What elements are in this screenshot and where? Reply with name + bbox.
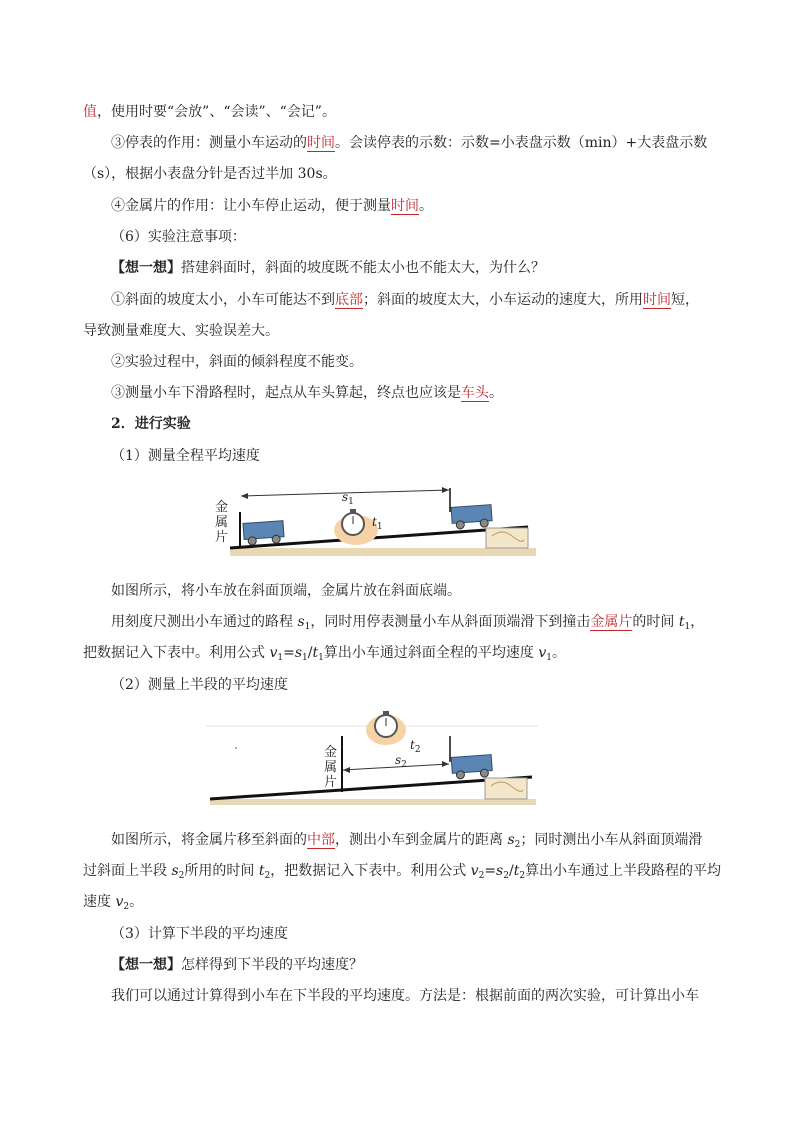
paragraph-line xyxy=(83,643,566,663)
answer-blank: 时间 xyxy=(643,292,671,308)
subscript: 1 xyxy=(376,522,383,532)
figure2-label: 金属片 xyxy=(324,745,338,790)
answer-blank: 底部 xyxy=(335,292,363,308)
answer-blank: 车头 xyxy=(461,385,489,401)
text-span: 。 xyxy=(551,645,566,661)
text-span: 。 xyxy=(489,385,503,401)
cart-top xyxy=(451,755,492,780)
paragraph-line xyxy=(83,861,721,881)
text-span: 用刻度尺测出小车通过的路程 xyxy=(111,614,298,630)
paragraph-line xyxy=(111,830,702,850)
text-span: = xyxy=(484,863,497,879)
symbol: t xyxy=(678,614,685,630)
symbol: v xyxy=(470,863,479,879)
dot-mark xyxy=(235,747,237,749)
text-span: 怎样得到下半段的平均速度？ xyxy=(181,957,363,973)
cart-top xyxy=(451,505,492,530)
symbol: s xyxy=(171,863,179,879)
subscript: 1 xyxy=(302,653,308,663)
support-block xyxy=(486,528,528,548)
text-span: ，把数据记入下表中。利用公式 xyxy=(270,863,471,879)
answer-blank: 时间 xyxy=(391,198,419,214)
symbol: v xyxy=(115,894,124,910)
figure2-s-label xyxy=(395,750,407,770)
subscript: 2 xyxy=(401,760,407,770)
symbol: v xyxy=(269,645,278,661)
subscript: 2 xyxy=(478,871,485,881)
paragraph-line xyxy=(111,955,363,975)
symbol: s xyxy=(507,832,515,848)
paragraph-line xyxy=(111,196,433,216)
symbol: t xyxy=(513,863,520,879)
subscript: 2 xyxy=(123,902,130,912)
paragraph-line: （2）测量上半段的平均速度 xyxy=(111,677,288,693)
text-span: ，使用时要“会放”、“会读”、“会记”。 xyxy=(97,104,336,120)
paragraph-line xyxy=(111,290,699,310)
symbol-t: t xyxy=(410,738,415,752)
text-span: 。会读停表的示数：示数=小表盘示数（min）+大表盘示数 xyxy=(335,135,708,151)
text-span: 搭建斜面时，斜面的坡度既不能太小也不能太大，为什么？ xyxy=(181,260,545,276)
paragraph-line: 如图所示，将小车放在斜面顶端，金属片放在斜面底端。 xyxy=(111,583,461,599)
think-label: 【想一想】 xyxy=(111,957,181,973)
subscript: 1 xyxy=(277,653,284,663)
text-span: / xyxy=(508,863,514,879)
paragraph-line: （1）测量全程平均速度 xyxy=(111,448,260,464)
arrow-head-right xyxy=(442,761,449,767)
symbol: s xyxy=(297,614,305,630)
text-span: 如图所示，将金属片移至斜面的 xyxy=(111,832,307,848)
paragraph-line xyxy=(83,892,143,912)
text-span: 算出小车通过斜面全程的平均速度 xyxy=(323,645,539,661)
subscript: 2 xyxy=(514,840,521,850)
symbol: t xyxy=(312,645,319,661)
arrow-head-right xyxy=(442,487,449,493)
subscript: 2 xyxy=(519,871,526,881)
subscript: 1 xyxy=(318,653,324,663)
paragraph-line: （3）计算下半段的平均速度 xyxy=(111,926,288,942)
text-span: ③测量小车下滑路程时，起点从车头算起，终点也应该是 xyxy=(111,385,461,401)
subscript: 2 xyxy=(178,871,185,881)
symbol: v xyxy=(538,645,547,661)
text-span: 所用的时间 xyxy=(184,863,259,879)
text-span: ；同时测出小车从斜面顶端滑 xyxy=(520,832,703,848)
text-span: 速度 xyxy=(83,894,116,910)
arrow-head-left xyxy=(343,767,350,773)
figure1-t-label xyxy=(372,512,383,532)
paragraph-line: 我们可以通过计算得到小车在下半段的平均速度。方法是：根据前面的两次实验，可计算出小车 xyxy=(111,988,699,1004)
incline xyxy=(210,777,532,799)
paragraph-line xyxy=(111,612,704,632)
section-heading: 2．进行实验 xyxy=(111,416,191,432)
text-span: ，同时用停表测量小车从斜面顶端滑下到撞击 xyxy=(310,614,591,630)
subscript: 1 xyxy=(684,622,691,632)
text-span: ， xyxy=(690,614,705,630)
subscript: 1 xyxy=(546,653,552,663)
paragraph-line xyxy=(83,102,336,122)
text-span: / xyxy=(307,645,313,661)
text-span: ；斜面的坡度太大，小车运动的速度大，所用 xyxy=(363,292,643,308)
answer-blank: 金属片 xyxy=(590,614,633,630)
symbol-s: s xyxy=(395,753,402,767)
text-span: 短， xyxy=(671,292,699,308)
paragraph-line: （s），根据小表盘分针是否过半加 30s。 xyxy=(83,166,337,182)
text-span: ，测出小车到金属片的距离 xyxy=(335,832,508,848)
subscript: 1 xyxy=(304,622,311,632)
paragraph-line xyxy=(111,258,545,278)
arrow-head-left xyxy=(241,493,248,499)
text-span: 的时间 xyxy=(632,614,679,630)
figure2-t-label xyxy=(410,735,421,755)
highlight-text: 值 xyxy=(83,104,97,120)
text-span: ①斜面的坡度太小，小车可能达不到 xyxy=(111,292,335,308)
paragraph-line xyxy=(111,383,503,403)
table-surface xyxy=(210,799,536,805)
subscript: 2 xyxy=(503,871,509,881)
cart-bottom xyxy=(243,521,284,546)
text-span: ④金属片的作用：让小车停止运动，便于测量 xyxy=(111,198,391,214)
subscript: 2 xyxy=(264,871,271,881)
figure1-label: 金属片 xyxy=(215,500,229,545)
subscript: 2 xyxy=(414,745,421,755)
text-span: 算出小车通过上半段路程的平均 xyxy=(525,863,722,879)
text-span: 。 xyxy=(129,894,144,910)
support-block xyxy=(485,778,527,799)
text-span: 把数据记入下表中。利用公式 xyxy=(83,645,270,661)
symbol: t xyxy=(258,863,265,879)
think-label: 【想一想】 xyxy=(111,260,181,276)
text-span: 。 xyxy=(419,198,433,214)
text-span: 过斜面上半段 xyxy=(83,863,172,879)
paragraph-line: ②实验过程中，斜面的倾斜程度不能变。 xyxy=(111,354,363,370)
symbol: s xyxy=(294,645,303,661)
figure1-s-label xyxy=(342,487,354,507)
table-surface xyxy=(230,548,536,556)
symbol-s: s xyxy=(342,490,349,504)
paragraph-line xyxy=(111,133,707,153)
answer-blank: 中部 xyxy=(307,832,335,848)
symbol-t: t xyxy=(372,515,377,529)
paragraph-line: （6）实验注意事项： xyxy=(111,229,246,245)
paragraph-line: 导致测量难度大、实验误差大。 xyxy=(83,323,279,339)
subscript: 1 xyxy=(348,497,354,507)
figure-half-slope xyxy=(200,706,540,806)
answer-blank: 时间 xyxy=(307,135,335,151)
symbol: s xyxy=(496,863,504,879)
text-span: ③停表的作用：测量小车运动的 xyxy=(111,135,307,151)
text-span: = xyxy=(283,645,295,661)
